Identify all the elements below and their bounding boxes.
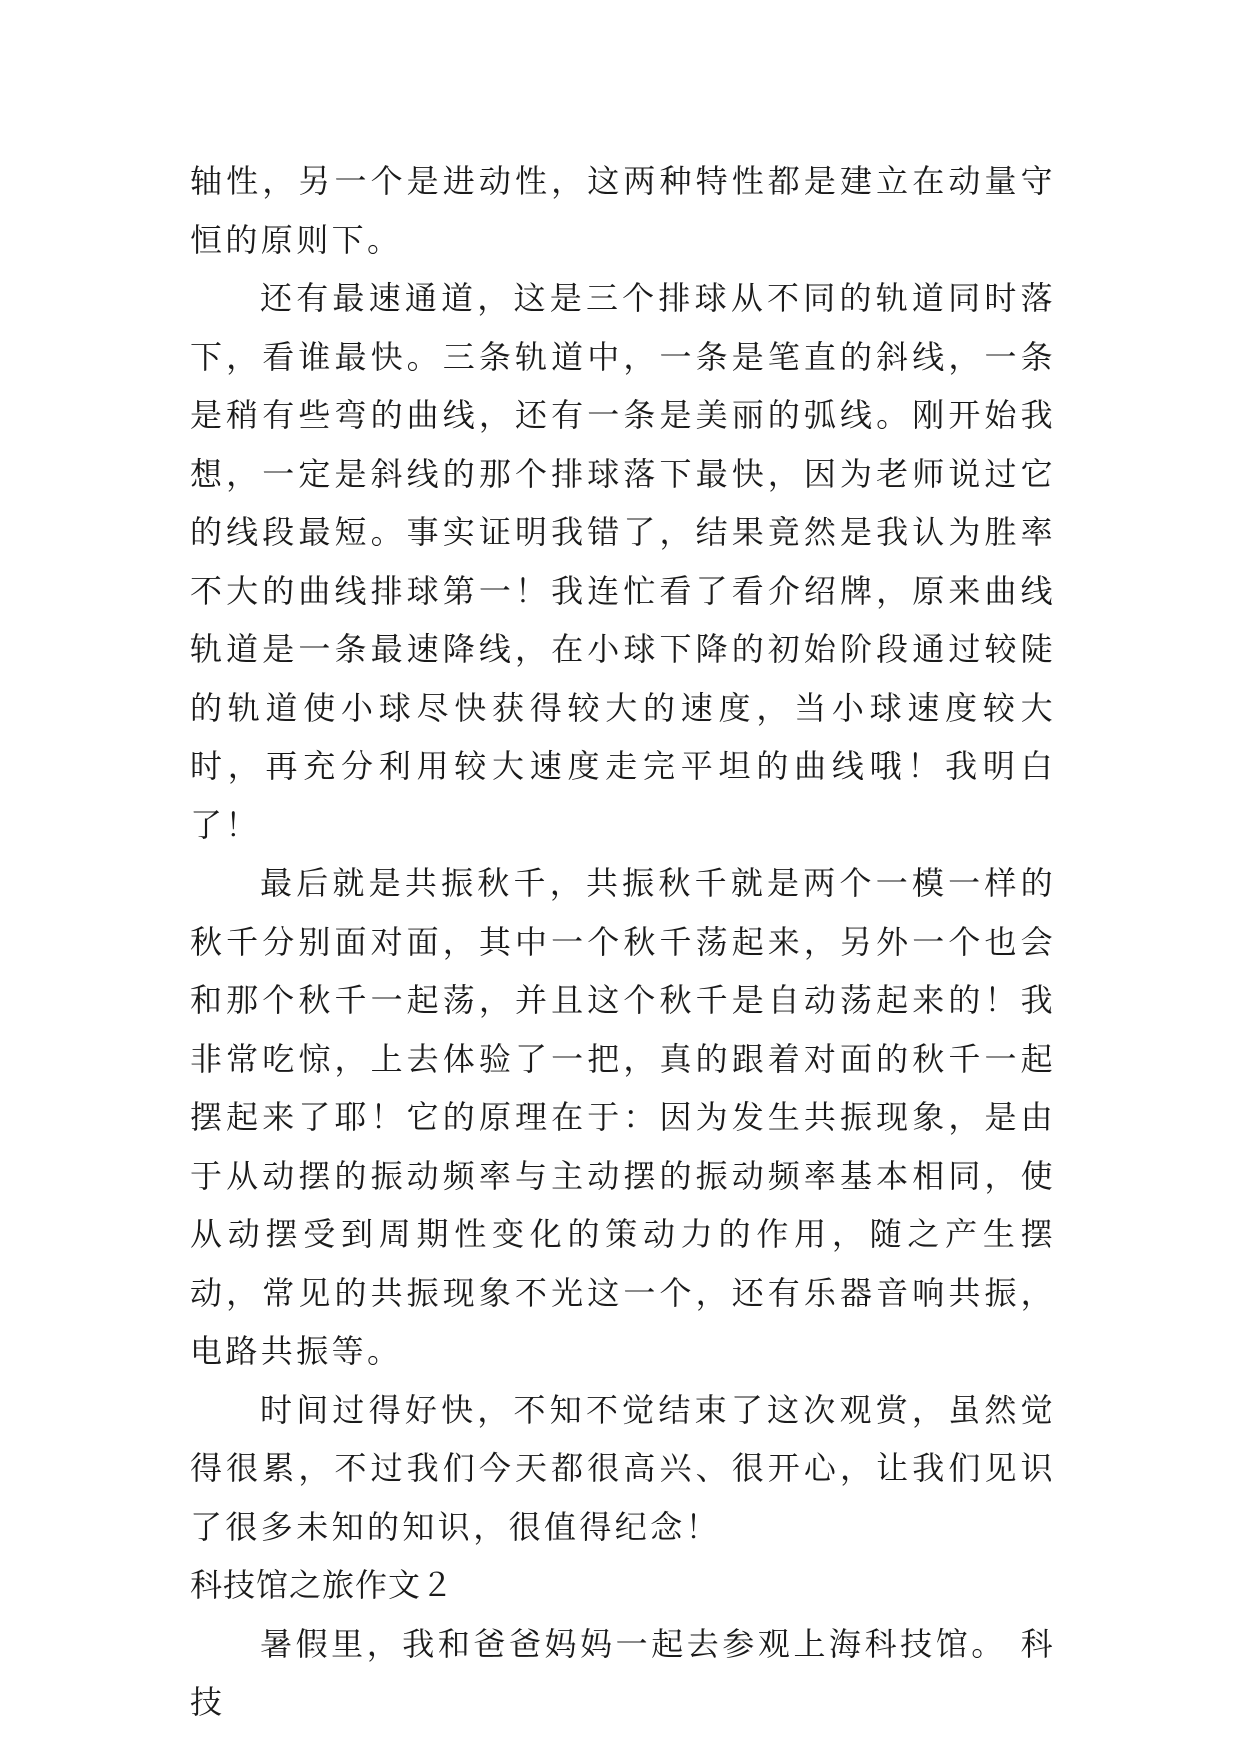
paragraph-3: 最后就是共振秋千，共振秋千就是两个一模一样的秋千分别面对面，其中一个秋千荡起来，另外一个也会和那个秋千一起荡，并且这个秋千是自动荡起来的！我非常吃惊，上去体验了一把，真的跟着对面的秋千一起摆起来了耶！它的原理在于：因为发生共振现象，是由于从动摆的振动频率与主动摆的振动频率基本相同，使从动摆受到周期性变化的策动力的作用，随之产生摆动，常见的共振现象不光这一个，还有乐器音响共振，电路共振等。: [190, 864, 1056, 1370]
paragraph-1: 轴性，另一个是进动性，这两种特性都是建立在动量守恒的原则下。: [190, 162, 1056, 259]
paragraph-5: 暑假里，我和爸爸妈妈一起去参观上海科技馆。 科技: [190, 1624, 1056, 1721]
section-heading: 科技馆之旅作文２: [190, 1566, 455, 1604]
document-body: [190, 152, 1056, 1732]
paragraph-4: 时间过得好快，不知不觉结束了这次观赏，虽然觉得很累，不过我们今天都很高兴、很开心，让我们见识了很多未知的知识，很值得纪念！: [190, 1390, 1056, 1546]
paragraph-2: 还有最速通道，这是三个排球从不同的轨道同时落下，看谁最快。三条轨道中，一条是笔直的斜线，一条是稍有些弯的曲线，还有一条是美丽的弧线。刚开始我想，一定是斜线的那个排球落下最快，因为老师说过它的线段最短。事实证明我错了，结果竟然是我认为胜率不大的曲线排球第一！我连忙看了看介绍牌，原来曲线轨道是一条最速降线，在小球下降的初始阶段通过较陡的轨道使小球尽快获得较大的速度，当小球速度较大时，再充分利用较大速度走完平坦的曲线哦！我明白了！: [190, 279, 1056, 844]
